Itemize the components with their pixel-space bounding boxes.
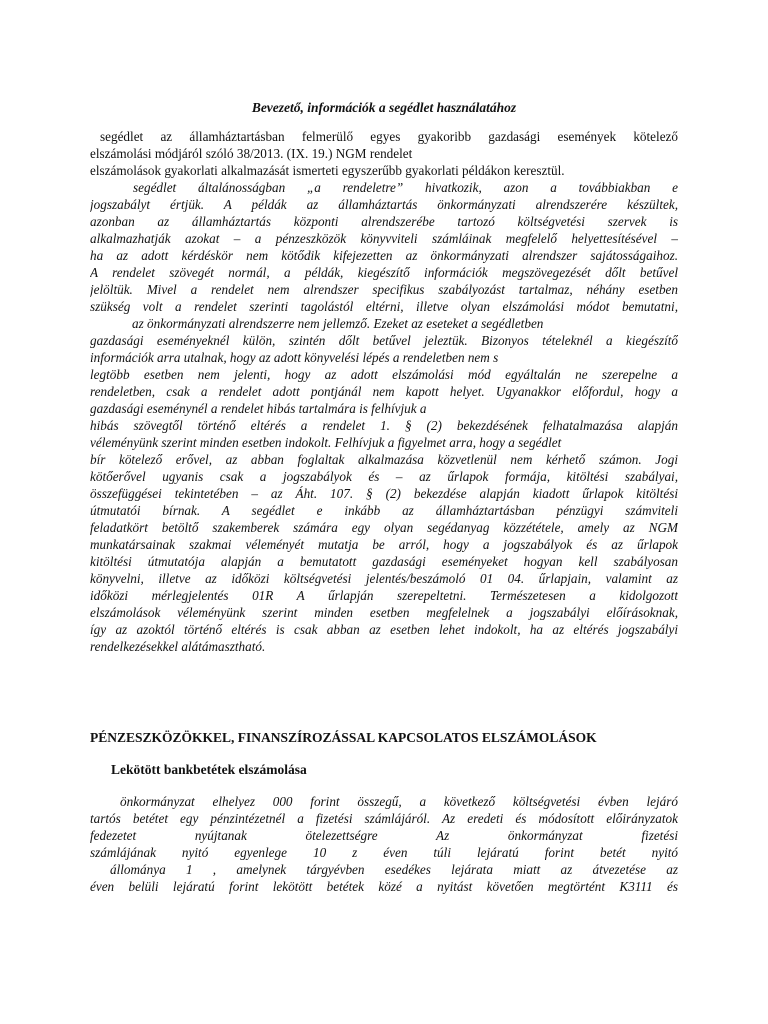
example-paragraph (90, 793, 678, 895)
text-line: az önkormányzati alrendszerre nem jellemző. Ezeket az eseteket a segédletben (132, 316, 544, 331)
text-line: alkalmazhatják azokat – a pénzeszközök könyvviteli számláinak megfelelő helyettesítésével – (90, 231, 678, 246)
section-heading: PÉNZESZKÖZÖKKEL, FINANSZÍROZÁSSAL KAPCSOLATOS ELSZÁMOLÁSOK (90, 730, 597, 745)
text-line: tartós betétet egy pénzintézetnél a fizetési számlájáról. Az eredeti és módosított előirányzatok (90, 811, 678, 826)
text-line: azonban az államháztartás központi alrendszerébe tartozó költségvetési szervek is (90, 214, 678, 229)
text-line: állománya 1 , amelynek tárgyévben esedékes lejárata miatt az átvezetése az (110, 862, 678, 877)
text-line: legtöbb esetben nem jelenti, hogy az adott elszámolási mód egyáltalán ne szerepelne a (90, 367, 678, 382)
page-title: Bevezető, információk a segédlet használatához (251, 100, 517, 115)
text-line: véleményünk szerint minden esetben indokolt. Felhívjuk a figyelmet arra, hogy a segédlet (90, 435, 562, 450)
text-line: szükség volt a rendelet szerinti tagolástól eltérni, illetve olyan elszámolási módot bemutatni, (90, 299, 678, 314)
text-line: jogszabályt értjük. A példák az államháztartás önkormányzati alrendszerére készültek, (90, 197, 678, 212)
text-line: feladatkört betöltő szakemberek számára egy olyan segédanyag közzététele, amely az NGM (90, 520, 678, 535)
subsection-heading: Lekötött bankbetétek elszámolása (111, 762, 307, 777)
text-line: időközi mérlegjelentés 01R A űrlapján szerepeltetni. Természetesen a kidolgozott (90, 588, 678, 603)
text-line: fedezetet nyújtanak ötelezettségre Az önkormányzat fizetési (90, 828, 678, 843)
text-line: elszámolások gyakorlati alkalmazását ismerteti egyszerűbb gyakorlati példákon keresztül. (90, 163, 565, 178)
text-line: önkormányzat elhelyez 000 forint összegű, a következő költségvetési évben lejáró (120, 794, 678, 809)
text-line: ha az adott kérdéskör nem kötődik kifejezetten az önkormányzati alrendszer sajátosságaihoz. (90, 248, 678, 263)
text-line: bír kötelező erővel, az abban foglaltak alkalmazása közvetlenül nem kérhető számon. Jogi (90, 452, 678, 467)
text-line: munkatársainak szakmai véleményét mutatja be arról, hogy a jogszabályok és az űrlapok (90, 537, 678, 552)
text-line: gazdasági eseménynél a rendelet hibás tartalmára is felhívjuk a (90, 401, 427, 416)
text-line: gazdasági eseményeknél külön, szintén dőlt betűvel jeleztük. Bizonyos tételeknél a kiegészítő (90, 333, 678, 348)
text-line: kötőerővel ugyanis csak a jogszabályok és – az űrlapok formája, kitöltési szabályai, (90, 469, 678, 484)
text-line: információk arra utalnak, hogy az adott könyvelési lépés a rendeletben nem s (90, 350, 499, 365)
text-line: rendelkezésekkel alátámasztható. (90, 639, 266, 654)
text-line: rendeletben, csak a rendelet adott pontjánál nem kapott helyet. Ugyanakkor előfordul, hogy a (90, 384, 678, 399)
text-line: elszámolási módjáról szóló 38/2013. (IX. 19.) NGM rendelet (90, 146, 413, 161)
text-line: jelöltük. Mivel a rendelet nem alrendszer specifikus szabályozást tartalmaz, néhány esetben (90, 282, 678, 297)
text-line: segédlet az államháztartásban felmerülő egyes gyakoribb gazdasági események kötelező (100, 129, 678, 144)
intro-paragraph (90, 128, 678, 655)
text-line: összefüggései tekintetében – az Áht. 107. § (2) bekezdése alapján kiadott űrlapok kitöltési (90, 486, 678, 501)
text-line: elszámolások véleményünk szerint minden esetben megfelelnek a jogszabályi előírásoknak, (90, 605, 678, 620)
text-line: A rendelet szövegét normál, a példák, kiegészítő információk megszövegezését dőlt betűvel (90, 265, 678, 280)
text-line: útmutatói bírnak. A segédlet e inkább az államháztartásban pénzügyi számviteli (90, 503, 678, 518)
text-line: segédlet általánosságban „a rendeletre” hivatkozik, azon a továbbiakban e (133, 180, 678, 195)
text-line: kitöltési útmutatója alapján a bemutatott gazdasági eseményeket hogyan kell szabályosan (90, 554, 678, 569)
text-line: könyvelni, illetve az időközi költségvetési jelentés/beszámoló 01 04. űrlapjain, valamint az (90, 571, 678, 586)
text-line: éven belüli lejáratú forint lekötött betétek közé a nyitást követően megtörtént K3111 és (90, 879, 678, 894)
text-line: hibás szövegtől történő eltérés a rendelet 1. § (2) bekezdésének felhatalmazása alapján (90, 418, 678, 433)
text-line: így az azoktól történő eltérés is csak abban az esetben lehet indokolt, ha az eltérés jogszabályi (90, 622, 678, 637)
text-line: számlájának nyitó egyenlege 10 z éven túli lejáratú forint betét nyitó (90, 845, 678, 860)
